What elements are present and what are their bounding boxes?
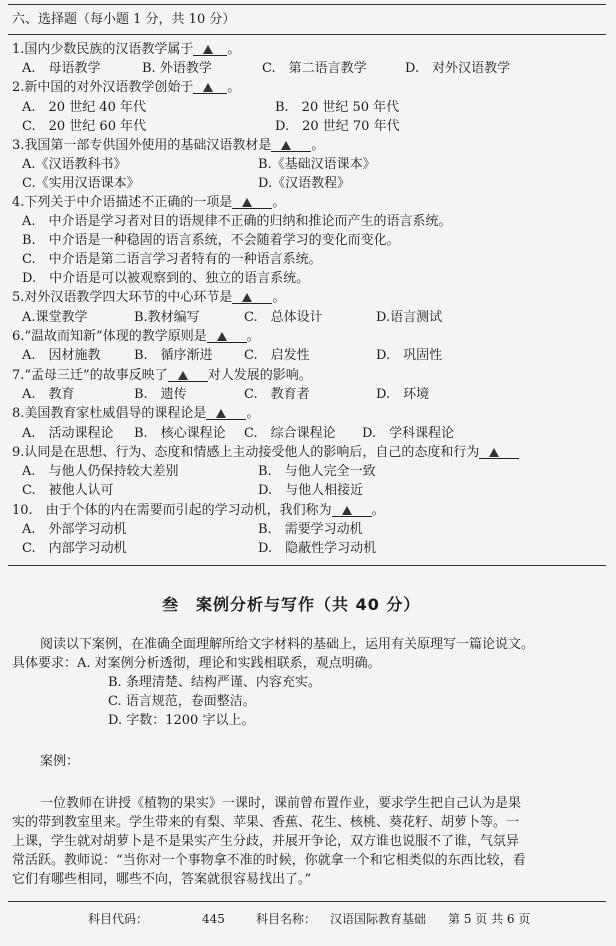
options-block [22,522,612,558]
requirement-line: 具体要求：A. 对案例分析透彻，理论和实践相联系，观点明确。 [12,656,381,671]
option: B. 与他人完全一致 [258,464,376,479]
option: C. 被他人认可 [22,483,114,498]
option: D. 学科课程论 [362,426,455,441]
option: D. 与他人相接近 [258,483,364,498]
option: C. 总体设计 [244,310,323,325]
section-divider [8,34,606,35]
option: D. 隐蔽性学习动机 [258,541,377,556]
option: D. 巩固性 [376,348,443,363]
option: B. 循序渐进 [134,348,213,363]
option: B. 中介语是一种稳固的语言系统，不会随着学习的变化而变化。 [22,233,400,248]
question-stem: 9.认同是在思想、行为、态度和情感上主动接受他人的影响后，自己的态度和行为 [12,445,519,461]
footer-page-number: 第 5 页 共 6 页 [448,912,531,926]
options-block [22,214,612,290]
footer-code-label: 科目代码： [88,912,149,926]
option: B. 核心课程论 [134,426,226,441]
option: D. 20 世纪 70 年代 [275,119,400,134]
option: A.课堂教学 [22,310,88,325]
option: A. 与他人仍保持较大差别 [22,464,179,479]
option: C. 中介语是第二语言学习者特有的一种语言系统。 [22,252,322,267]
option: A. 母语教学 [22,61,101,76]
question-stem: 8.美国教育家杜威倡导的课程论是 。 [12,406,260,421]
section-heading: 叁 案例分析与写作（共 40 分） [162,595,421,614]
case-paragraph-line: 常活跃。教师说：“当你对一个事物拿不准的时候，你就拿一个和它相类似的东西比较，看 [12,853,526,868]
option: C. 启发性 [244,348,310,363]
option: A. 中介语是学习者对目的语规律不正确的归纳和推论而产生的语言系统。 [22,214,452,229]
case-paragraph-line: 它们有哪些相同，哪些不向，答案就很容易找出了。” [12,872,312,887]
question-stem: 6.“温故而知新”体现的教学原则是 。 [12,329,260,344]
option: A. 20 世纪 40 年代 [22,100,147,115]
question-stem: 1.国内少数民族的汉语教学属于 。 [12,42,241,57]
option: A. 外部学习动机 [22,522,127,537]
section-title: 六、选择题（每小题 1 分，共 10 分） [12,12,236,27]
case-label: 案例： [40,754,80,769]
option: D. 环境 [376,387,430,402]
instruction-text: 阅读以下案例，在准确全面理解所给文字材料的基础上，运用有关原理写一篇论说文。 [40,637,535,652]
option: D.《汉语教程》 [258,176,351,191]
option: A. 因材施教 [22,348,101,363]
footer-code: 445 [202,912,225,926]
option: C. 内部学习动机 [22,541,127,556]
options-row [22,310,612,326]
option: B.《基础汉语课本》 [258,157,376,172]
option: C. 第二语言教学 [262,61,367,76]
option: C. 综合课程论 [244,426,336,441]
requirement-line: C. 语言规范，卷面整洁。 [108,694,256,709]
question-stem: 3.我国第一部专供国外使用的基础汉语教材是 。 [12,138,325,153]
top-border [8,4,606,5]
question-stem: 10. 由于个体的内在需要而引起的学习动机，我们称为 。 [12,503,385,518]
option: A. 教育 [22,387,75,402]
question-stem: 5.对外汉语教学四大环节的中心环节是 。 [12,290,286,305]
option: D. 对外汉语教学 [405,61,511,76]
footer-divider [8,901,606,902]
option: B. 外语教学 [142,61,212,76]
options-row [22,426,612,442]
options-row [22,348,612,364]
footer-name-label: 科目名称： [256,912,317,926]
question-stem: 7.“孟母三迁”的故事反映了 对人发展的影响。 [12,368,312,383]
option: A.《汉语教科书》 [22,157,127,172]
option: D. 中介语是可以被观察到的、独立的语言系统。 [22,271,310,286]
options-block [22,464,612,500]
requirement-line: D. 字数：1200 字以上。 [108,713,255,728]
case-paragraph-line: 一位教师在讲授《植物的果实》一课时，课前曾布置作业，要求学生把自己认为是果 [40,796,522,811]
option: C. 20 世纪 60 年代 [22,119,147,134]
options-block [22,100,612,136]
option: B.教材编写 [134,310,200,325]
requirement-line: B. 条理清楚、结构严谨、内容充实。 [108,675,321,690]
question-stem: 2.新中国的对外汉语教学创始于 。 [12,80,241,95]
footer-subject-name: 汉语国际教育基础 [330,912,427,926]
options-block [22,157,612,193]
option: D.语言测试 [376,310,443,325]
option: A. 活动课程论 [22,426,114,441]
question-stem: 4.下列关于中介语描述不正确的一项是 。 [12,195,286,210]
option: C. 教育者 [244,387,310,402]
option: B. 遗传 [134,387,187,402]
case-paragraph-line: 上课，学生就对胡萝卜是不是果实产生分歧，并展开争论，双方谁也说服不了谁，气氛异 [12,834,520,849]
section-divider [8,565,606,566]
options-row [22,61,612,77]
option: B. 需要学习动机 [258,522,363,537]
options-row [22,387,612,403]
option: C.《实用汉语课本》 [22,176,140,191]
option: B. 20 世纪 50 年代 [275,100,400,115]
case-paragraph-line: 实的带到教室里来。学生带来的有梨、苹果、香蕉、花生、核桃、葵花籽、胡萝卜等。一 [12,815,520,830]
